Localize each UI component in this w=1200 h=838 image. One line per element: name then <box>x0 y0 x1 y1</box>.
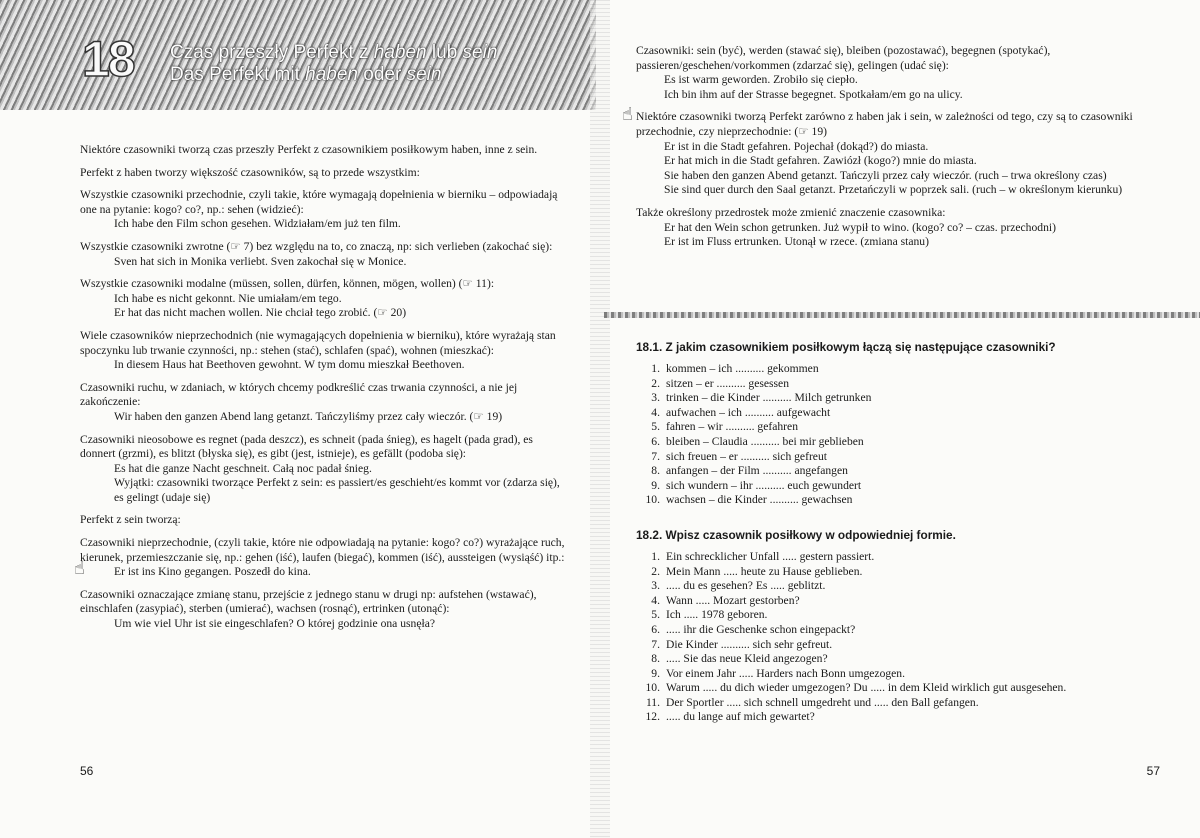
example-both-1: Er ist in die Stadt gefahren. Pojechał (dokąd?) do miasta. <box>664 139 929 153</box>
exercise-item <box>636 493 1166 508</box>
exercise-item-number: 3. <box>651 579 660 593</box>
exercise-item-number: 1. <box>651 362 660 375</box>
exercise-item <box>636 608 1166 623</box>
exercise-item <box>636 420 1166 435</box>
exercise-item-number: 4. <box>651 405 660 419</box>
exercise-item <box>636 667 1166 682</box>
rule-change-of-state: Czasowniki oznaczające zmianę stanu, przejście z jednego stanu w drugi np: aufstehen (wstawać), einschlafen (zasypiać), sterben (umierać), wachsen (rosnąć), ertrinken (utonąć): Um wie viel Uhr ist sie eingeschlafen? O której godzinie ona usnęła? <box>80 588 570 632</box>
right-body-text <box>636 44 1166 258</box>
example-state: In diesem Haus hat Beethoven gewohnt. W tym domu mieszkał Beethoven. <box>114 358 465 372</box>
exercise-item <box>636 435 1166 450</box>
exercise-item-number: 12. <box>645 710 660 724</box>
example-transitive: Ich habe den Film schon gesehen. Widziałam/em już ten film. <box>114 217 401 231</box>
exercise-item <box>636 623 1166 638</box>
exercise-item <box>636 377 1166 392</box>
example-change-of-state: Um wie viel Uhr ist sie eingeschlafen? O której godzinie ona usnęła? <box>114 617 435 631</box>
exercise-item-number: 7. <box>651 449 660 463</box>
left-page <box>0 0 596 838</box>
exercise-item-text: aufwachen – ich .......... aufgewacht <box>666 405 831 419</box>
exercise-item-number: 8. <box>651 464 660 478</box>
exercise-item-number: 6. <box>651 434 660 448</box>
exercise-item-number: 5. <box>651 420 660 434</box>
exercise-item <box>636 579 1166 594</box>
exercise-item-number: 1. <box>651 549 660 563</box>
exercise-item <box>636 594 1166 609</box>
exercise-18-1-title: 18.1. Z jakim czasownikiem posiłkowym łączą się następujące czasowniki? <box>636 340 1056 354</box>
chapter-title-polish: Czas przeszły Perfekt z haben lub sein <box>170 42 498 63</box>
rule-modal: Wszystkie czasowniki modalne (müssen, sollen, dürfen, können, mögen, wollen) (☞ 11): Ich habe es nicht gekonnt. Nie umiałam/em tego. Er hat das nicht machen wollen. Nie chciał tego zrobić. (☞ 20) <box>80 277 570 321</box>
exercise-item-text: ..... du lange auf mich gewartet? <box>666 710 815 724</box>
section-separator <box>604 312 1200 318</box>
example-prefix-2: Er ist im Fluss ertrunken. Utonął w rzece. (zmiana stanu) <box>664 235 929 249</box>
exercise-item-text: Ich ..... 1978 geboren. <box>666 608 768 622</box>
exercise-item-text: kommen – ich .......... gekommen <box>666 362 819 375</box>
rule-motion-direction: Czasowniki nieprzechodnie, (czyli takie, które nie odpowiadają na pytanie: kogo? co?) wyrażające ruch, kierunek, przemieszczanie się, np.: gehen (iść), laufen (biegać), kommen (iść), aussteigen (wysiąść) itp.: Er ist ins Kino gegangen. Poszedł do kina. <box>80 536 570 580</box>
exercise-item-number: 9. <box>651 478 660 492</box>
rule-intransitive-state: Wiele czasowników nieprzechodnich (nie wymagających dopełnienia w bierniku), które wyrażają stan spoczynku lub trwanie czynności, np.: stehen (stać), schlafen (spać), wohnen (mieszkać): In diesem Haus hat Beethoven gewohnt. W tym domu mieszkał Beethoven. <box>80 329 570 373</box>
intro-paragraph: Niektóre czasowniki tworzą czas przeszły Perfekt z czasownikiem posiłkowym haben, inne z sein. <box>80 143 538 156</box>
chapter-title-german: Das Perfekt mit haben oder sein <box>170 64 442 85</box>
rule-reflexive: Wszystkie czasowniki zwrotne (☞ 7) bez względu na to, co znaczą, np: sich verlieben (zakochać się): Sven hat sich in Monika verliebt. Sven zakochał się w Monice. <box>80 240 570 269</box>
exercise-item-text: ..... Sie das neue Kleid angezogen? <box>666 652 828 666</box>
exercise-item <box>636 652 1166 667</box>
exercise-item-number: 5. <box>651 608 660 622</box>
exercise-item <box>636 362 1166 377</box>
exercise-18-2-title: 18.2. Wpisz czasownik posiłkowy w odpowiedniej formie. <box>636 527 956 542</box>
example-prefix-1: Er hat den Wein schon getrunken. Już wypił to wino. (kogo? co? – czas. przechodni) <box>664 220 1056 234</box>
exercise-item-text: ..... ihr die Geschenke schon eingepackt? <box>666 622 856 636</box>
exercise-item-text: wachsen – die Kinder .......... gewachsen <box>666 493 853 507</box>
exercise-item-text: Der Sportler ..... sich schnell umgedreht und ..... den Ball gefangen. <box>666 695 979 709</box>
exercise-item-number: 10. <box>645 681 660 695</box>
attention-hand-icon: ☝ <box>622 104 633 125</box>
exercises <box>636 340 1166 737</box>
exercise-item <box>636 391 1166 406</box>
exercise-item-number: 6. <box>651 622 660 636</box>
rule-transitive: Wszystkie czasowniki przechodnie, czyli takie, które wymagają dopełnienia w bierniku – odpowiadają one na pytanie: kogo? co?, np.: sehen (widzieć): Ich habe den Film schon gesehen. Widziałam/em już ten film. <box>80 188 570 232</box>
example-duration: Wir haben den ganzen Abend lang getanzt. Tańczyliśmy przez cały wieczór. (☞ 19) <box>114 409 503 423</box>
exercise-item <box>636 450 1166 465</box>
example-modal-2: Er hat das nicht machen wollen. Nie chciał tego zrobić. (☞ 20) <box>114 306 407 320</box>
exercise-item-number: 3. <box>651 391 660 405</box>
example-impersonal: Es hat die ganze Nacht geschneit. Całą noc padał śnieg. <box>114 461 372 475</box>
right-page <box>604 0 1200 838</box>
example-sein-1: Es ist warm geworden. Zrobiło się ciepło. <box>664 73 858 87</box>
exercise-item <box>636 550 1166 565</box>
attention-hand-icon: ☝ <box>74 558 85 579</box>
exercise-item-number: 9. <box>651 666 660 680</box>
left-body-text <box>80 143 570 640</box>
exercise-item-number: 10. <box>645 493 660 507</box>
chapter-title <box>170 42 497 86</box>
exercise-item-text: sich wundern – ihr .......... euch gewundert <box>666 478 862 492</box>
exercise-item <box>636 638 1166 653</box>
page-number-right: 57 <box>1146 764 1160 778</box>
chapter-number: 18 <box>82 31 134 87</box>
page-number-left: 56 <box>80 764 94 778</box>
exercise-item-number: 11. <box>645 695 660 709</box>
exercise-item-text: anfangen – der Film .......... angefangen <box>666 464 848 478</box>
rule-both-auxiliaries: Niektóre czasowniki tworzą Perfekt zarówno z haben jak i sein, w zależności od tego, czy są to czasowniki przechodnie, czy nieprzechodnie: (☞ 19) Er ist in die Stadt gefahren. Pojechał (dokąd?) do miasta. Er hat mich in die Stadt gefahren. Zawiózł (kogo?) mnie do miasta. Sie haben den ganzen Abend getanzt. Tańczyli przez cały wieczór. (ruch – trwa określony czas) Sie sind quer durch den Saal getanzt. Przetańczyli w poprzek sali. (ruch – w określonym kierunku) <box>636 110 1166 198</box>
example-sein-2: Ich bin ihm auf der Strasse begegnet. Spotkałam/em go na ulicy. <box>664 87 963 101</box>
exercise-item <box>636 696 1166 711</box>
exercise-item-text: bleiben – Claudia .......... bei mir geblieben <box>666 434 864 448</box>
exercise-item-text: fahren – wir .......... gefahren <box>666 420 798 434</box>
exercise-item-number: 7. <box>651 637 660 651</box>
example-modal-1: Ich habe es nicht gekonnt. Nie umiałam/em tego. <box>114 291 342 305</box>
rule-impersonal: Czasowniki nieosobowe es regnet (pada deszcz), es schneit (pada śnieg), es hagelt (pada grad), es donnert (grzmi), es blitzt (błyska się), es gibt (jest, istnieje), es gefällt (podoba się): Es hat die ganze Nacht geschneit. Całą noc padał śnieg. Wyjątki: czasowniki tworzące Perfekt z sein: es passiert/es geschieht/es kommt vor (zdarza się), es gelingt (udaje się) <box>80 433 570 506</box>
exceptions-note: Wyjątki: czasowniki tworzące Perfekt z sein: es passiert/es geschieht/es kommt vor (zdarza się), es gelingt (udaje się) <box>114 476 560 504</box>
haben-heading: Perfekt z haben tworzy większość czasowników, są to przede wszystkim: <box>80 165 420 179</box>
example-both-2: Er hat mich in die Stadt gefahren. Zawiózł (kogo?) mnie do miasta. <box>664 154 977 168</box>
exercise-item-number: 8. <box>651 652 660 666</box>
exercise-item-text: sitzen – er .......... gesessen <box>666 376 789 390</box>
exercise-item-text: ..... du es gesehen? Es ..... geblitzt. <box>666 579 826 593</box>
exercise-18-2-list <box>636 550 1166 725</box>
exercise-item-text: Vor einem Jahr ..... Harders nach Bonn umgezogen. <box>666 666 906 680</box>
exercise-item-text: Warum ..... du dich wieder umgezogen? Du ..... in dem Kleid wirklich gut ausgesehen. <box>666 681 1067 695</box>
example-both-3: Sie haben den ganzen Abend getanzt. Tańczyli przez cały wieczór. (ruch – trwa określony czas) <box>664 168 1107 182</box>
rule-motion-duration: Czasowniki ruchu, w zdaniach, w których chcemy podkreślić czas trwania czynności, a nie jej zakończenie: Wir haben den ganzen Abend lang getanzt. Tańczyliśmy przez cały wieczór. (☞ 19) <box>80 381 570 425</box>
sein-heading: Perfekt z sein tworzą: <box>80 513 181 527</box>
exercise-item-number: 4. <box>651 593 660 607</box>
example-both-4: Sie sind quer durch den Saal getanzt. Przetańczyli w poprzek sali. (ruch – w określonym kierunku) <box>664 183 1123 197</box>
exercise-item-text: Ein schrecklicher Unfall ..... gestern passiert. <box>666 549 875 563</box>
exercise-item-number: 2. <box>651 564 660 578</box>
exercise-item <box>636 681 1166 696</box>
rule-sein-verbs: Czasowniki: sein (być), werden (stawać się), bleiben (pozostawać), begegnen (spotykać), passieren/geschehen/vorkommen (zdarzać się), gelingen (udać się): Es ist warm geworden. Zrobiło się ciepło. Ich bin ihm auf der Strasse begegnet. Spotkałam/em go na ulicy. <box>636 44 1166 102</box>
rule-prefix: Także określony przedrostek może zmienić znaczenie czasownika: Er hat den Wein schon getrunken. Już wypił to wino. (kogo? co? – czas. przechodni) Er ist im Fluss ertrunken. Utonął w rzece. (zmiana stanu) <box>636 206 1166 250</box>
exercise-item <box>636 710 1166 725</box>
exercise-item-text: trinken – die Kinder .......... Milch getrunken <box>666 391 872 405</box>
exercise-item-text: Mein Mann ..... heute zu Hause geblieben. <box>666 564 863 578</box>
exercise-item <box>636 406 1166 421</box>
exercise-item-text: Wann ..... Mozart gestorben? <box>666 593 800 607</box>
exercise-item <box>636 565 1166 580</box>
exercise-item-text: Die Kinder .......... sich sehr gefreut. <box>666 637 833 651</box>
example-direction: Er ist ins Kino gegangen. Poszedł do kina. <box>114 565 311 579</box>
exercise-item <box>636 464 1166 479</box>
exercise-item-text: sich freuen – er .......... sich gefreut <box>666 449 827 463</box>
exercise-item <box>636 479 1166 494</box>
exercise-item-number: 2. <box>651 376 660 390</box>
exercise-18-1-list <box>636 362 1166 508</box>
example-reflexive: Sven hat sich in Monika verliebt. Sven zakochał się w Monice. <box>114 254 407 268</box>
